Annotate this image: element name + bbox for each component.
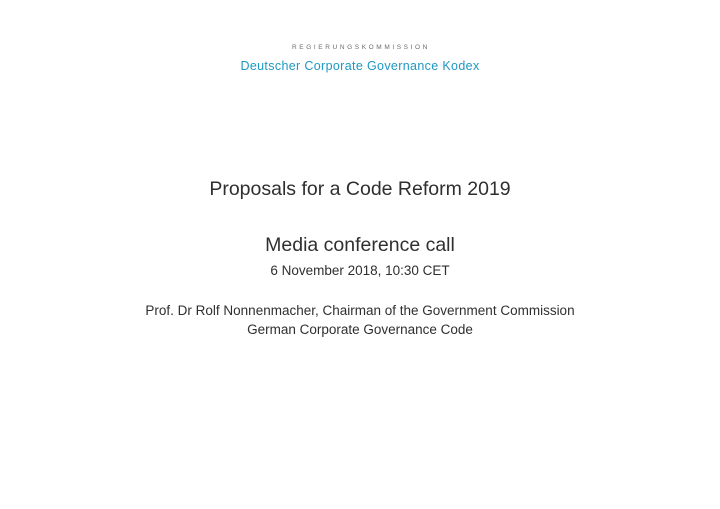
slide-subtitle: Media conference call	[265, 234, 455, 256]
commission-logo	[0, 44, 720, 74]
logo-name: Deutscher Corporate Governance Kodex	[240, 59, 480, 73]
event-date: 6 November 2018, 10:30 CET	[270, 263, 450, 278]
slide-title: Proposals for a Code Reform 2019	[209, 178, 511, 200]
logo-overline: REGIERUNGSKOMMISSION	[292, 44, 430, 51]
organization-name: German Corporate Governance Code	[247, 322, 473, 337]
speaker-name: Prof. Dr Rolf Nonnenmacher, Chairman of the Government Commission	[145, 303, 575, 318]
